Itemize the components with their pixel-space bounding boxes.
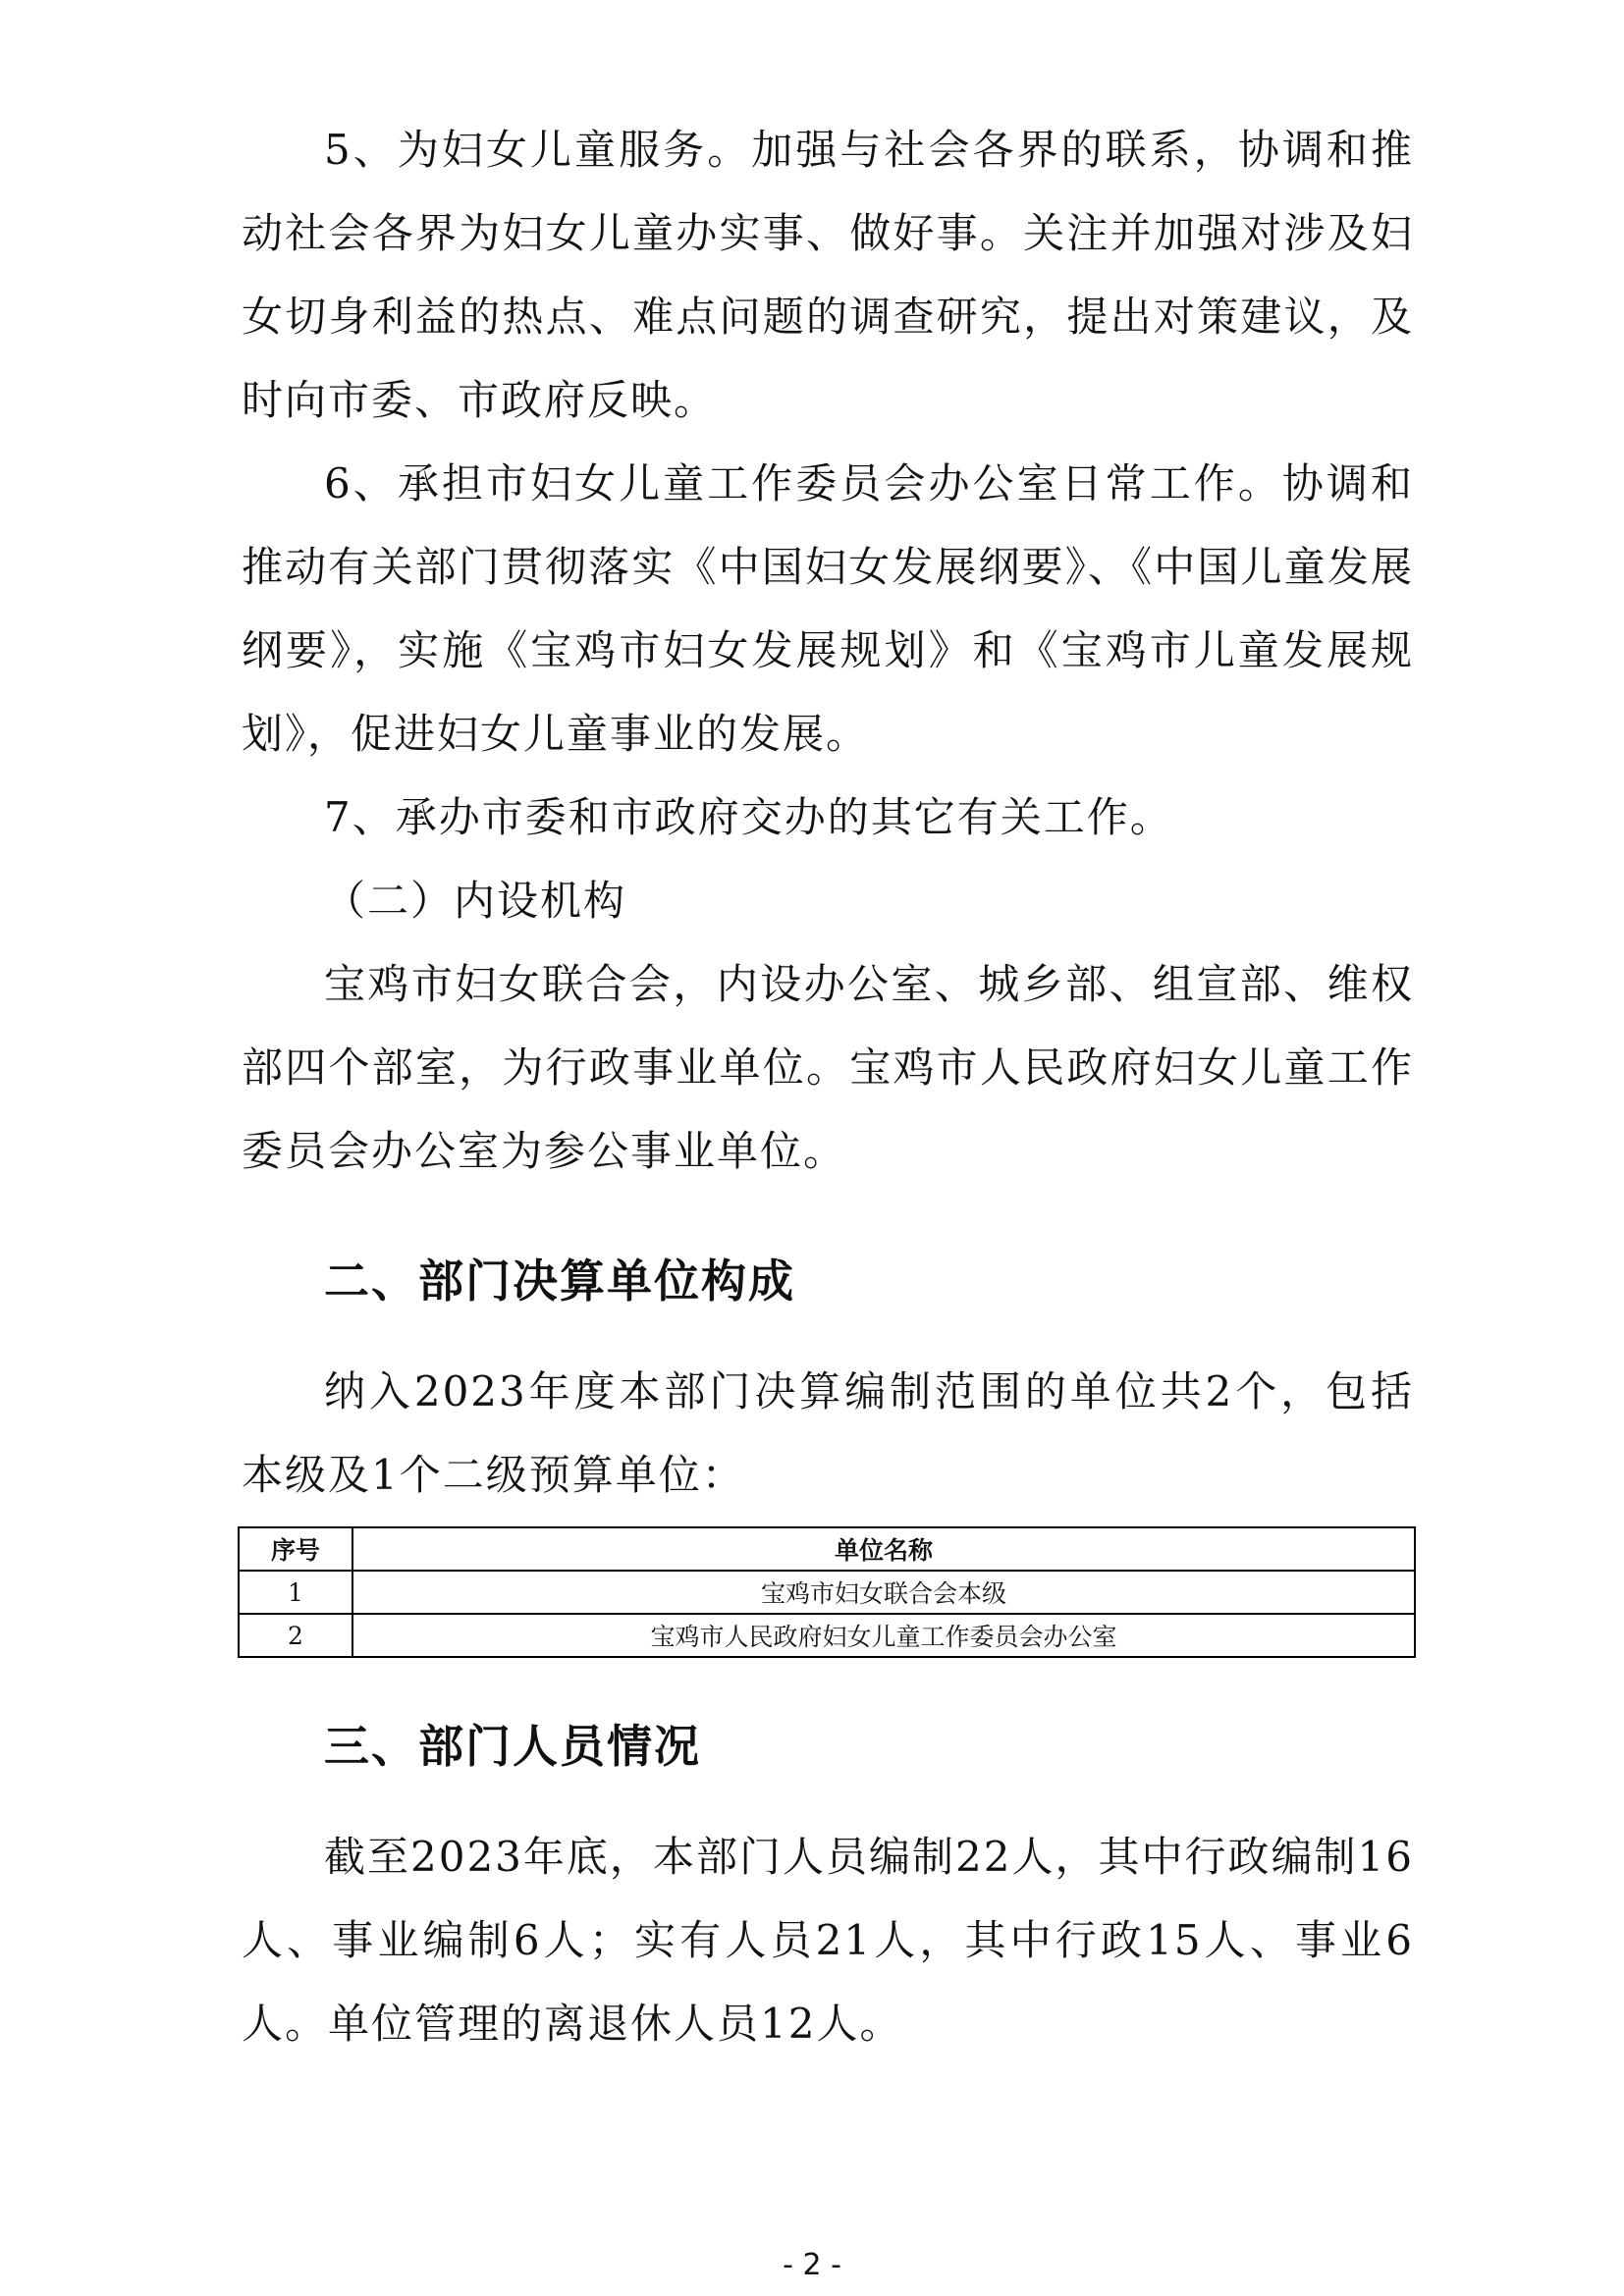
table-header-row [239,1527,1415,1571]
section-title-staff: 三、部门人员情况 [324,1720,701,1773]
spacer [242,1310,1414,1350]
table-row [239,1614,1415,1657]
paragraph-item-5: 5、为妇女儿童服务。加强与社会各界的联系，协调和推动社会各界为妇女儿童办实事、做好事。关注并加强对涉及妇女切身利益的热点、难点问题的调查研究，提出对策建议，及时向市委、市政府反映。 [242,126,1414,424]
table-row [239,1571,1415,1614]
spacer [242,1658,1414,1717]
document-body [242,108,1414,2065]
spacer [242,1193,1414,1252]
section-title-units: 二、部门决算单位构成 [324,1255,795,1308]
subsection-heading: （二）内设机构 [324,877,627,925]
subsection-text: 宝鸡市妇女联合会，内设办公室、城乡部、组宣部、维权部四个部室，为行政事业单位。宝鸡市人民政府妇女儿童工作委员会办公室为参公事业单位。 [242,960,1414,1175]
table-header-unit-name: 单位名称 [352,1527,1415,1571]
table-cell-index: 2 [239,1614,352,1657]
table-cell-index: 1 [239,1571,352,1614]
section-text-units: 纳入2023年度本部门决算编制范围的单位共2个，包括本级及1个二级预算单位： [242,1367,1414,1499]
units-table [238,1526,1416,1658]
paragraph-item-6: 6、承担市妇女儿童工作委员会办公室日常工作。协调和推动有关部门贯彻落实《中国妇女发展纲要》、《中国儿童发展纲要》，实施《宝鸡市妇女发展规划》和《宝鸡市儿童发展规划》，促进妇女儿童事业的发展。 [242,459,1414,758]
section-text-staff: 截至2023年底，本部门人员编制22人，其中行政编制16人、事业编制6人；实有人员21人，其中行政15人、事业6人。单位管理的离退休人员12人。 [242,1833,1414,2048]
table-cell-unit-name: 宝鸡市人民政府妇女儿童工作委员会办公室 [352,1614,1415,1657]
spacer [242,1776,1414,1815]
table-header-index: 序号 [239,1527,352,1571]
page-number: - 2 - [783,2248,841,2282]
paragraph-item-7: 7、承办市委和市政府交办的其它有关工作。 [324,793,1173,841]
table-cell-unit-name: 宝鸡市妇女联合会本级 [352,1571,1415,1614]
